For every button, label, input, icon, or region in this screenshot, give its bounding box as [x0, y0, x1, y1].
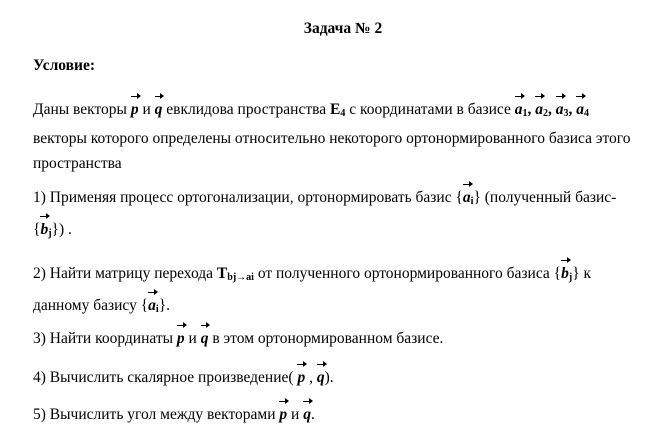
intro-line-3: пространства — [33, 155, 122, 172]
vector-q: q — [201, 323, 209, 351]
task-item-2: 2) Найти матрицу перехода $T_{bj\to ai}$ от полученного ортонормированного базиса $\{b_j\}$ к данному базису $\{a_i\}$. — [33, 258, 633, 322]
vector-a2: a — [535, 94, 543, 122]
intro-line-2: векторы которого определены относительно некоторого ортонормированного базиса этого — [33, 130, 631, 147]
vector-ai: a — [463, 182, 471, 210]
vector-bj: b — [40, 214, 48, 242]
task-item-3: 3) Найти координаты p и q в этом ортонормированном базисе. — [33, 323, 633, 351]
vector-p: p — [279, 399, 287, 427]
intro-paragraph — [33, 94, 633, 176]
vector-a3: a — [556, 94, 564, 122]
vector-p: p — [297, 362, 305, 390]
task-item-5: 5) Вычислить угол между векторами p и q. — [33, 399, 633, 427]
vector-q: q — [155, 94, 163, 122]
vector-ai: a — [148, 290, 156, 318]
vector-a1: a — [515, 94, 523, 122]
space-e: E — [330, 101, 341, 118]
vector-bj: b — [561, 258, 569, 286]
intro-line-1: Даны векторы p и q евклидова пространства $E_4$ с координатами в базисе $a_1$, $a_2$, $a_3$, $a_4$ — [33, 94, 633, 126]
vector-p: p — [177, 323, 185, 351]
task-item-4: 4) Вычислить скалярное произведение( p , q). — [33, 362, 633, 390]
transition-matrix-t: T — [216, 265, 228, 282]
vector-a4: a — [576, 94, 584, 122]
vector-q: q — [317, 362, 325, 390]
vector-q: q — [303, 399, 311, 427]
task-item-1: 1) Применяя процесс ортогонализации, ортонормировать базис $\{a_i\}$ (полученный базис- $\{b_j\}$) . — [33, 182, 633, 246]
vector-p: p — [131, 94, 139, 122]
problem-title: Задача № 2 — [303, 20, 383, 37]
condition-heading: Условие: — [33, 57, 95, 74]
